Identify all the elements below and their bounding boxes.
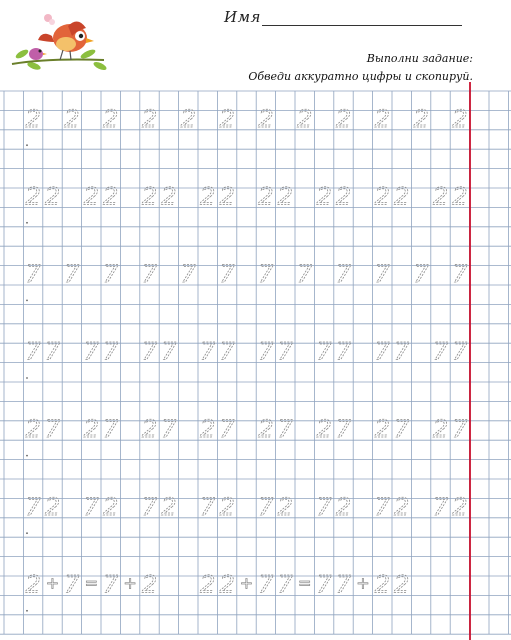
- row-dot: [26, 300, 28, 302]
- trace-digit-2[interactable]: 2: [25, 104, 41, 133]
- trace-digit-7[interactable]: 7: [335, 570, 352, 599]
- trace-digit-7[interactable]: 7: [452, 260, 468, 288]
- trace-digit-7[interactable]: 7: [277, 570, 293, 599]
- task-title: Выполни задание:: [366, 52, 473, 65]
- trace-digit-2[interactable]: 2: [141, 570, 158, 599]
- trace-digit-7[interactable]: 7: [394, 415, 410, 444]
- trace-digit-2[interactable]: 2: [374, 104, 390, 133]
- trace-digit-2[interactable]: 2: [316, 182, 332, 211]
- trace-digit-2[interactable]: 2: [394, 182, 410, 211]
- trace-digit-7[interactable]: 7: [103, 570, 119, 599]
- trace-digits[interactable]: [25, 105, 468, 599]
- trace-digit-2[interactable]: 2: [83, 415, 99, 444]
- trace-digit-7[interactable]: 7: [161, 337, 177, 366]
- trace-digit-7[interactable]: 7: [219, 337, 235, 366]
- trace-digit-2[interactable]: 2: [277, 182, 293, 211]
- trace-digit-7[interactable]: 7: [103, 337, 119, 366]
- trace-digit-7[interactable]: 7: [83, 337, 99, 366]
- trace-operator[interactable]: +: [356, 573, 370, 593]
- trace-digit-2[interactable]: 2: [374, 182, 390, 211]
- trace-digit-7[interactable]: 7: [44, 415, 61, 444]
- trace-digit-7[interactable]: 7: [103, 415, 119, 444]
- trace-digit-7[interactable]: 7: [316, 570, 332, 599]
- trace-digit-2[interactable]: 2: [200, 570, 216, 599]
- row-dot: [26, 222, 28, 224]
- trace-digit-7[interactable]: 7: [374, 492, 390, 521]
- trace-digit-2[interactable]: 2: [432, 415, 449, 444]
- trace-digit-2[interactable]: 2: [258, 415, 274, 444]
- trace-operator[interactable]: +: [239, 573, 254, 593]
- trace-digit-7[interactable]: 7: [374, 260, 390, 288]
- trace-digit-7[interactable]: 7: [335, 415, 352, 444]
- task-instructions: Обведи аккуратно цифры и скопируй.: [248, 70, 473, 83]
- trace-digit-2[interactable]: 2: [25, 415, 41, 444]
- trace-operator[interactable]: =: [297, 573, 312, 593]
- trace-digit-2[interactable]: 2: [141, 182, 158, 211]
- trace-digit-7[interactable]: 7: [64, 260, 80, 288]
- trace-digit-7[interactable]: 7: [258, 260, 274, 288]
- trace-digit-2[interactable]: 2: [44, 492, 61, 521]
- trace-digit-2[interactable]: 2: [161, 182, 177, 211]
- trace-digit-2[interactable]: 2: [200, 415, 216, 444]
- trace-digit-7[interactable]: 7: [25, 337, 41, 366]
- trace-digit-7[interactable]: 7: [141, 337, 158, 366]
- trace-digit-7[interactable]: 7: [83, 492, 99, 521]
- trace-digit-2[interactable]: 2: [258, 104, 274, 133]
- trace-digit-2[interactable]: 2: [452, 104, 468, 133]
- trace-digit-2[interactable]: 2: [335, 492, 352, 521]
- trace-digit-7[interactable]: 7: [200, 337, 216, 366]
- row-dot: [26, 532, 28, 534]
- trace-digit-2[interactable]: 2: [141, 104, 158, 133]
- row-dot: [26, 377, 28, 379]
- trace-digit-7[interactable]: 7: [200, 492, 216, 521]
- trace-digit-2[interactable]: 2: [452, 182, 468, 211]
- trace-operator[interactable]: =: [84, 573, 99, 593]
- trace-digit-2[interactable]: 2: [374, 415, 390, 444]
- trace-digit-7[interactable]: 7: [44, 337, 61, 366]
- trace-digit-2[interactable]: 2: [432, 182, 449, 211]
- trace-digit-2[interactable]: 2: [413, 104, 429, 133]
- trace-digit-2[interactable]: 2: [219, 492, 235, 521]
- trace-digit-2[interactable]: 2: [394, 492, 410, 521]
- trace-digit-2[interactable]: 2: [83, 182, 99, 211]
- trace-digit-2[interactable]: 2: [297, 104, 313, 133]
- trace-digit-2[interactable]: 2: [219, 570, 235, 599]
- trace-digit-2[interactable]: 2: [200, 182, 216, 211]
- trace-digit-2[interactable]: 2: [103, 492, 119, 521]
- row-dot: [26, 144, 28, 146]
- trace-digit-2[interactable]: 2: [277, 492, 293, 521]
- trace-digit-7[interactable]: 7: [25, 260, 41, 288]
- trace-digit-7[interactable]: 7: [219, 415, 235, 444]
- trace-digit-7[interactable]: 7: [316, 492, 332, 521]
- trace-digit-7[interactable]: 7: [335, 260, 352, 288]
- trace-digit-7[interactable]: 7: [277, 415, 293, 444]
- trace-digit-2[interactable]: 2: [374, 570, 390, 599]
- trace-digit-2[interactable]: 2: [44, 182, 61, 211]
- trace-digit-7[interactable]: 7: [180, 260, 196, 288]
- row-dots: [26, 144, 28, 611]
- row-dot: [26, 610, 28, 612]
- trace-digit-7[interactable]: 7: [452, 337, 468, 366]
- name-label: Имя: [224, 8, 261, 26]
- trace-digit-2[interactable]: 2: [103, 182, 119, 211]
- trace-digit-7[interactable]: 7: [141, 492, 158, 521]
- trace-digit-2[interactable]: 2: [180, 104, 196, 133]
- trace-digit-7[interactable]: 7: [374, 337, 390, 366]
- trace-digit-2[interactable]: 2: [141, 415, 158, 444]
- trace-digit-7[interactable]: 7: [277, 337, 293, 366]
- trace-digit-2[interactable]: 2: [25, 182, 41, 211]
- trace-digit-2[interactable]: 2: [25, 570, 41, 599]
- trace-digit-7[interactable]: 7: [219, 260, 235, 288]
- trace-digit-2[interactable]: 2: [64, 104, 80, 133]
- trace-digit-2[interactable]: 2: [316, 415, 332, 444]
- trace-digit-7[interactable]: 7: [432, 337, 449, 366]
- trace-digit-2[interactable]: 2: [219, 104, 235, 133]
- trace-digit-7[interactable]: 7: [297, 260, 313, 288]
- trace-digit-7[interactable]: 7: [394, 337, 410, 366]
- trace-digit-7[interactable]: 7: [64, 570, 80, 599]
- trace-digit-2[interactable]: 2: [335, 104, 352, 133]
- trace-digit-2[interactable]: 2: [103, 104, 119, 133]
- trace-digit-2[interactable]: 2: [219, 182, 235, 211]
- trace-digit-2[interactable]: 2: [452, 492, 468, 521]
- trace-digit-2[interactable]: 2: [394, 570, 410, 599]
- trace-digit-7[interactable]: 7: [258, 337, 274, 366]
- row-dot: [26, 455, 28, 457]
- trace-digit-7[interactable]: 7: [335, 337, 352, 366]
- trace-digit-2[interactable]: 2: [161, 492, 177, 521]
- trace-digit-7[interactable]: 7: [258, 570, 274, 599]
- trace-digit-2[interactable]: 2: [335, 182, 352, 211]
- trace-operator[interactable]: +: [123, 573, 137, 593]
- trace-digit-7[interactable]: 7: [413, 260, 429, 288]
- trace-digit-7[interactable]: 7: [432, 492, 449, 521]
- trace-digit-7[interactable]: 7: [452, 415, 468, 444]
- trace-digit-7[interactable]: 7: [141, 260, 158, 288]
- trace-operator[interactable]: +: [45, 573, 60, 593]
- trace-digit-7[interactable]: 7: [25, 492, 41, 521]
- trace-digit-2[interactable]: 2: [258, 182, 274, 211]
- trace-digit-7[interactable]: 7: [103, 260, 119, 288]
- trace-digit-7[interactable]: 7: [258, 492, 274, 521]
- trace-digit-7[interactable]: 7: [161, 415, 177, 444]
- trace-digit-7[interactable]: 7: [316, 337, 332, 366]
